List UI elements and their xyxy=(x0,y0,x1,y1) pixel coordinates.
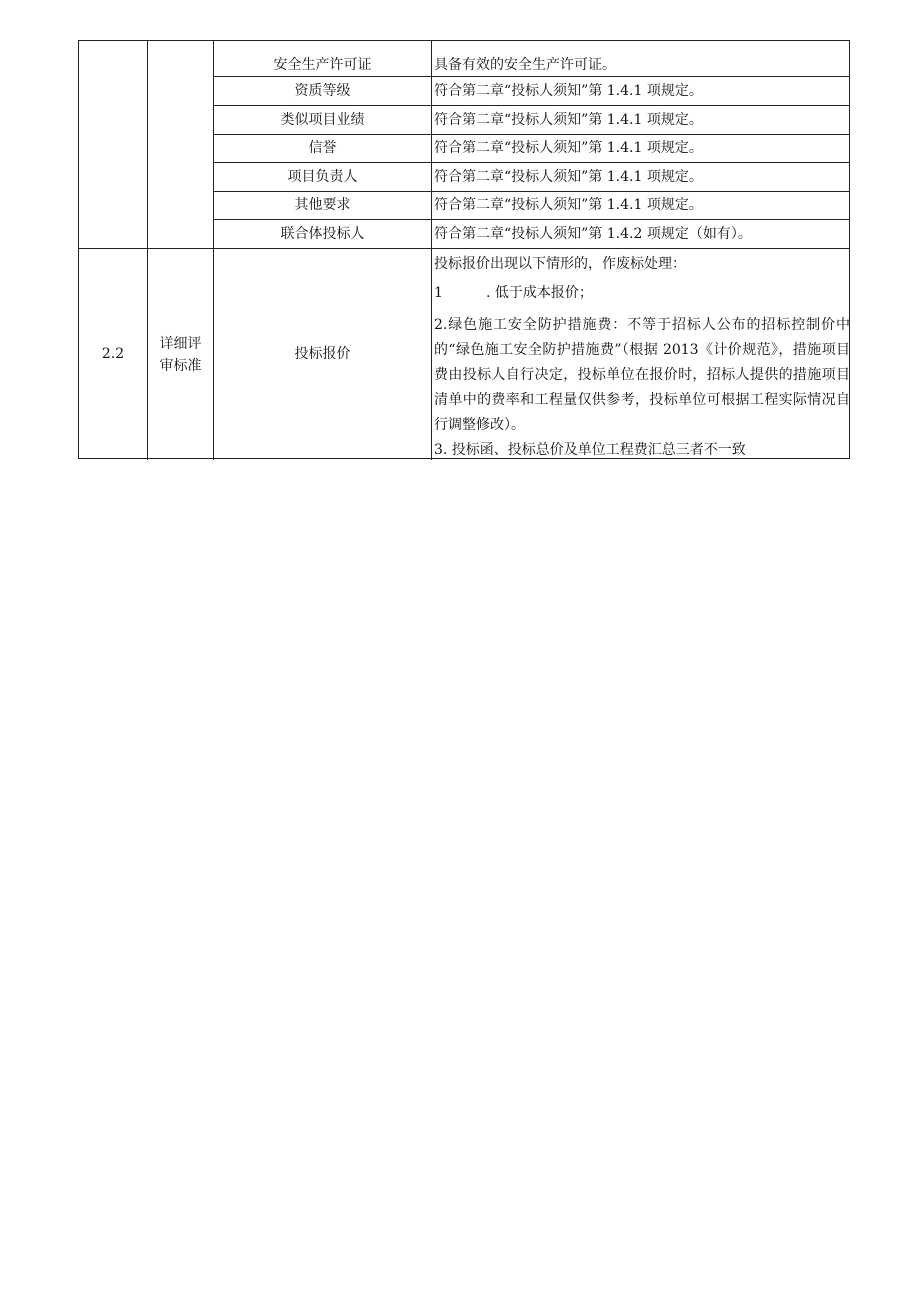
point-number: 1 xyxy=(434,285,443,301)
section-title-line: 详细评 xyxy=(159,335,202,352)
criteria-intro: 投标报价出现以下情形的，作废标处理： xyxy=(434,256,686,272)
requirement-cell: 符合第二章“投标人须知”第 1.4.1 项规定。 xyxy=(434,82,703,99)
requirement-cell: 具备有效的安全生产许可证。 xyxy=(434,56,616,73)
item-cell: 资质等级 xyxy=(294,82,351,99)
item-cell: 其他要求 xyxy=(294,197,351,214)
requirement-cell: 符合第二章“投标人须知”第 1.4.1 项规定。 xyxy=(434,111,703,128)
requirement-cell: 符合第二章“投标人须知”第 1.4.1 项规定。 xyxy=(434,197,703,214)
requirement-cell: 符合第二章“投标人须知”第 1.4.1 项规定。 xyxy=(434,168,703,185)
item-cell: 项目负责人 xyxy=(287,168,358,185)
item-cell: 类似项目业绩 xyxy=(280,111,365,128)
item-cell: 安全生产许可证 xyxy=(273,56,372,73)
section-item: 投标报价 xyxy=(294,346,351,363)
item-cell: 信誉 xyxy=(308,140,337,157)
point-text: . 低于成本报价； xyxy=(486,285,593,301)
requirement-cell: 符合第二章“投标人须知”第 1.4.2 项规定（如有）。 xyxy=(434,225,752,242)
section-title-line: 审标准 xyxy=(159,357,202,374)
item-cell: 联合体投标人 xyxy=(280,225,365,242)
section-criteria xyxy=(432,249,850,459)
requirement-cell: 符合第二章“投标人须知”第 1.4.1 项规定。 xyxy=(434,140,703,157)
evaluation-table xyxy=(78,40,850,459)
section-title xyxy=(148,249,213,460)
criteria-point-3: 3. 投标函、投标总价及单位工程费汇总三者不一致 xyxy=(434,442,746,458)
section-number: 2.2 xyxy=(101,346,125,363)
criteria-point-2: 2.绿色施工安全防护措施费：不等于招标人公布的招标控制价中的“绿色施工安全防护措施费”（根据 2013《计价规范》，措施项目费由投标人自行决定，投标单位在报价时，招标人提供的措施项目清单中的费率和工程量仅供参考，投标单位可根据工程实际情况自行调整修改）。 xyxy=(434,317,850,433)
criteria-point-1 xyxy=(432,281,850,306)
